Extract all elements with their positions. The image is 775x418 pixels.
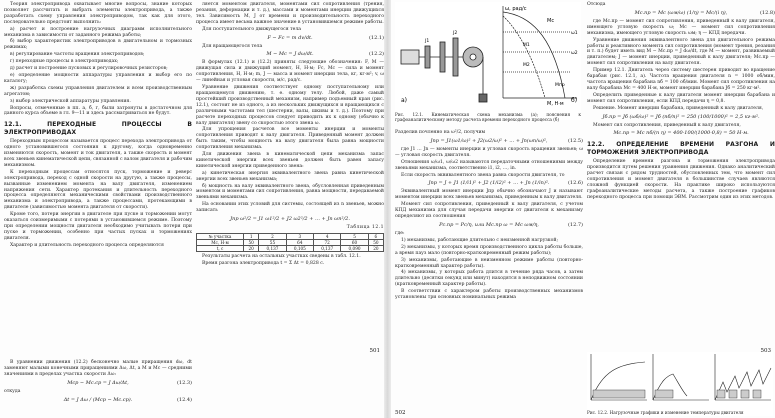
- load-bar: [717, 390, 725, 398]
- table-row: [197, 246, 384, 252]
- paragraph: Определить приведенные к валу двигателя момент инерции барабана и момент сил сопротивления, если КПД передачи η = 0,8.: [587, 92, 775, 104]
- equation-12-1: F − Fc = m dv/dt. (12.1): [267, 34, 384, 41]
- table-cell: 6: [368, 234, 383, 240]
- equation: Jб.пр = Jб (ωб/ω)² = Jб (nб/n)² = 250 (100/1000)² = 2,5 кг·м².: [602, 113, 760, 120]
- paragraph: з) выбор электрической аппаратуры управления.: [10, 98, 131, 104]
- table-cell: 0,137: [259, 246, 286, 252]
- left-page: [0, 0, 384, 418]
- paragraph: Для вращающегося тела: [202, 43, 263, 49]
- moment-label: M1: [523, 43, 530, 48]
- load-shape: [479, 94, 487, 102]
- paragraphs: [196, 60, 384, 214]
- left-column-2: [196, 2, 384, 268]
- y-axis-label: ω, рад/с: [505, 6, 527, 12]
- inertia-label: J1: [425, 39, 430, 44]
- paragraph: где Mс.пр — момент сил сопротивления, приведенный к валу двигателя, имеющего угловую скорость ω; Mс — момент сил сопротивления механизма, имеющего угловую скорость ωм; η — КПД передачи.: [587, 18, 775, 36]
- paragraph: г) переходные процессы в электроприводах;: [10, 59, 119, 65]
- paragraph: Уравнение движения эквивалентного звена для двигательного режима работы и реактивного момента сил сопротивления (момент трения, резания и т. п.) будет иметь вид M − Mс.пр = J dω/dt, где M — момент, развиваемый двигателем; J — момент инерции, приведенный к валу двигателя; Mс.пр — момент сил сопротивления на валу двигателя.: [587, 37, 775, 67]
- equation: Mср − Mс.ср = J Δω/Δt, (12.3): [67, 379, 192, 386]
- paragraph: Переходным процессом называется процесс перехода электропривода от одного установившегося состояния к другому, когда одновременно изменяются скорость, момент и ток двигателя, а также скорость и момент всех звеньев кинематической цепи, связанной с валом двигателя и рабочим механизмом.: [4, 139, 192, 168]
- table-cell: 50: [368, 240, 383, 246]
- book-gutter: [384, 0, 391, 418]
- equation-12-7: Pс.пр = Pс/η, или Mс.пр ω = Mс ωм/η, (12.7): [439, 221, 583, 228]
- paragraph: Для движения звена в кинематической цепи механизма запас кинетической энергии всех звеньев должен быть равен запасу кинетической энергии приведенного звена:: [196, 152, 384, 169]
- left-bottom-block: [4, 360, 192, 406]
- table-cell: 20: [244, 246, 259, 252]
- paragraph: В уравнении движения (12.2) бесконечно малые приращения dω, dt заменяют малыми конечными приращениями Δω, Δt, а M и Mс — средними значениями в пределах участка скорости Δω:: [4, 360, 192, 377]
- equation-12-5: Jпр = J1(ω1/ω)² + J2(ω2/ω)² + … + Jn(ωn/ω)², (12.5): [430, 137, 583, 144]
- equation-12-6: Jпр = J + J1 (1/i1)² + J2 (1/i2)² + … + Jn (1/in)². (12.6): [428, 180, 583, 187]
- table-cell: t, с: [197, 246, 244, 252]
- example-paragraph: Пример 12.1. Двигатель через систему шестерен приводит во вращение барабан (рис. 12.1, а). Частота вращения двигателя n = 1000 об/мин, частота вращения барабана nб = 100 об/мин. Момент сил сопротивления на валу барабана Mс = 400 Н·м, момент инерции барабана Jб = 250 кг·м².: [587, 68, 775, 91]
- load-bar: [741, 390, 749, 398]
- paragraphs: [196, 2, 384, 33]
- table-cell: 60: [341, 240, 368, 246]
- paragraph: б) выбор характеристик электроприводов в двигательном и тормозных режимах;: [4, 39, 192, 51]
- paragraph: К переходным процессам относятся пуск, торможение и реверс электропривода, переход с одной скорости на другую, а также процессы, вызванные изменением момента на валу двигателя, изменением напряжения сети. Характер протекания и длительность переходного процесса определяются механическими свойствами производственного механизма и электропривода, а также процессами, протекающими в двигателе (зависимостью момента двигателя от скорости).: [4, 169, 192, 211]
- page-number: 502: [395, 410, 406, 416]
- gear-shape: [440, 42, 445, 72]
- table-cell: 20: [368, 246, 383, 252]
- paragraph: Момент сил сопротивления, приведенный к валу двигателя,: [593, 122, 741, 128]
- right-column-1: [395, 130, 583, 302]
- paragraph: ж) разработка схемы управления двигателем и всем производственным агрегатом;: [4, 85, 192, 97]
- paragraph: а) расчет и построение нагрузочных диаграмм исполнительного механизма в зависимости от заданного режима работы;: [4, 26, 192, 38]
- paragraph: б) мощность на валу эквивалентного звена, обусловленная приведенным моментом и моментами сил сопротивления, равна мощности, передаваемой звеньями механизма.: [196, 183, 384, 201]
- body-paragraphs: [4, 139, 192, 248]
- kinematic-diagram: [395, 2, 581, 106]
- paragraph: Результаты расчета на остальных участках сведены в табл. 12.1.: [202, 254, 361, 259]
- table-cell: 4: [314, 234, 341, 240]
- table-cell: Mс, Н·м: [197, 240, 244, 246]
- paragraph: Для поступательного движущегося тела: [202, 26, 302, 32]
- equation: Mс.пр = Mс nб/(n η) = 400·100/(1000·0,8) = 50 Н·м.: [613, 130, 749, 137]
- figure-12-2: [587, 352, 773, 416]
- table-cell: 0,137: [314, 246, 341, 252]
- figure-12-1: [395, 2, 581, 123]
- paragraph: Определение времени разгона и торможения электропривода производится путем решения уравнения движения. Однако аналитический расчет связан с рядом трудностей, обусловленных тем, что момент сил сопротивления и момент двигателя в большинстве случаев являются сложной функцией скорости. На практике широко используются графоаналитические методы расчета, а также построение графиков переходного процесса при помощи ЭВМ. Рассмотрим один из этих методов.: [587, 159, 775, 200]
- paragraph: 2) механизмы, у которых время производственного цикла работы больше, а время пауз мало (повторно-кратковременный режим работы);: [395, 244, 583, 256]
- gear-shape: [453, 38, 458, 76]
- paragraph: откуда: [4, 388, 21, 394]
- label-a: а): [401, 97, 408, 104]
- paragraph: На основании этих условий для системы, состоящей из n звеньев, можно записать: [196, 202, 384, 214]
- paragraph: Эквивалентный момент инерции Jпр обычно обозначают J и называют моментом инерции всех звеньев механизма, приведенным к валу двигателя.: [395, 189, 583, 201]
- section-heading-12-1: 12.1. ПЕРЕХОДНЫЕ ПРОЦЕССЫ В ЭЛЕКТРОПРИВОДАХ: [4, 121, 192, 136]
- section-heading-12-2: 12.2. ОПРЕДЕЛЕНИЕ ВРЕМЕНИ РАЗГОНА И ТОРМОЖЕНИЯ ЭЛЕКТРОПРИВОДА: [587, 141, 775, 156]
- load-bar: [593, 390, 645, 398]
- step-label: ω2: [571, 51, 578, 56]
- table-cell: 3: [286, 234, 313, 240]
- table-cell: 72: [314, 240, 341, 246]
- paragraph: где:: [395, 230, 405, 236]
- motor-shape: [401, 50, 419, 64]
- table-cell: 5: [341, 234, 368, 240]
- load-bar: [729, 390, 737, 398]
- figure-12-1-caption: Рис. 12.1. Кинематическая схема механизма (а); пояснения к графоаналитическому методу расчета времени переходного процесса (б): [395, 112, 581, 123]
- inertia-label: J2: [453, 31, 458, 36]
- list: [395, 238, 583, 270]
- table-cell: 55: [259, 240, 286, 246]
- gear-shape: [425, 46, 430, 68]
- paragraph: в) регулирование частоты вращения электроприводов;: [10, 52, 145, 58]
- intro-paragraphs: [4, 2, 192, 117]
- drum-axle-shape: [470, 54, 476, 60]
- paragraph: ляется моментом двигателя, моментами сил сопротивления (трения, резания, деформации и т. д.), массами и моментами инерции движущихся тел. Зависимость M, J от времени и производительность переходного процесса имеет весьма важное значение в установившемся режиме работы.: [196, 2, 384, 25]
- paragraph: 4) механизмы, у которых работа длится в течение ряда часов, а затем длительно (десятки секунд или минут) находятся в неподвижном состоянии (кратковременный характер работы).: [395, 270, 583, 288]
- moment-label: M2: [523, 63, 530, 68]
- moment-label: Mпр: [555, 83, 565, 88]
- equation-energy: Jпр ω²/2 = J1 ω1²/2 + J2 ω2²/2 + … + Jn ωn²/2.: [230, 216, 350, 223]
- right-page: [391, 0, 775, 418]
- right-column-2: [587, 2, 775, 202]
- paragraph: Решение. Момент инерции барабана, приведенный к валу двигателя,: [593, 105, 764, 111]
- paragraph: Характер и длительность переходного процесса определяются: [10, 242, 164, 248]
- paragraph: Вопросы, отмеченные в пп. а, б, г, были затронуты в достаточном для данного курса объеме в гл. 9—11 и здесь рассматриваться не будут.: [4, 105, 192, 117]
- paragraph: Отсюда: [587, 2, 606, 7]
- left-column-1: [4, 2, 192, 250]
- table-cell: 1: [244, 234, 259, 240]
- equation: Δt = J Δω / (Mср − Mс.ср). (12.4): [63, 396, 192, 403]
- label-b: б): [571, 97, 578, 104]
- table-caption: Таблица 12.1: [346, 225, 384, 231]
- paragraph: д) расчет и построение пусковых и регулировочных резисторов;: [10, 66, 168, 72]
- equation-12-2: M − Mc = J dω/dt. (12.2): [266, 51, 384, 58]
- table-cell: 50: [244, 240, 259, 246]
- page-number: 501: [369, 348, 380, 354]
- paragraph: 1) механизмы, работающие длительно с неизменной нагрузкой;: [401, 237, 559, 243]
- paragraph: Момент сил сопротивления, приведенный к валу двигателя, с учетом КПД механизма для случая передачи энергии от двигателя к механизму определяют из соотношения: [395, 202, 583, 220]
- table-cell: 0,090: [341, 246, 368, 252]
- data-table: [196, 233, 384, 252]
- paragraph: Если скорость эквивалентного звена равна скорости двигателя, то: [401, 172, 565, 178]
- figure-12-2-caption: Рис. 12.2. Нагрузочные графики и изменение температуры двигателя: [587, 410, 744, 415]
- paragraph: а) кинетическая энергия эквивалентного звена равна кинетической энергии всех звеньев механизма;: [196, 170, 384, 182]
- paragraph: Уравнение движения соответствует одному поступательному или вращающемуся движению, т. е. одному телу. Любой, даже самый простейший производственный механизм, например подъемный кран (рис. 12.1), состоит не из одного, а из нескольких движущихся и вращающихся с различными частотами тел (шестерни, валы, шкивы и т. д.). Поэтому при расчете переходных процессов следует приводить их к одному (обычно к валу двигателя) звену со скоростью этого звена ω.: [196, 85, 384, 126]
- paragraph: В формулах (12.1) и (12.2) приняты следующие обозначения: F, M — движущая сила и движущий момент, Н, Н·м; Fc, Mc — сила и момент сопротивления, Н, Н·м; m, J — масса и момент инерции тела, кг, кг·м²; v, ω — линейная и угловая скорости, м/с, рад/с.: [196, 60, 384, 84]
- paragraph: где J1 … Jn — моменты инерции и угловая скорость вращения звеньев; ω — угловая скорость двигателя.: [395, 146, 583, 158]
- paragraph: Для упрощения расчетов все моменты инерции и моменты сопротивления приводят к валу двигателя. Приведенный момент должен быть таким, чтобы мощность на валу двигателя была равна мощности сопротивления механизма.: [196, 127, 384, 151]
- paragraph: Теория электропривода охватывает многие вопросы, знание которых позволяет рассчитать и выбрать элементы электропривода, а также разработать схему управления электроприводом, так как для этого, последовательно предстоит выполнить:: [4, 2, 192, 25]
- load-graph: [587, 352, 773, 404]
- equation-12-8: Mс.пр = Mс (ωм/ω) (1/η) = Mс/(i η), (12.8): [634, 9, 775, 16]
- step-label: ω1: [571, 31, 578, 36]
- paragraph: В соответствии с характером работы производственных механизмов установлены три основных номинальных режима: [395, 289, 583, 301]
- load-bar: [753, 390, 761, 398]
- table-cell: 64: [286, 240, 313, 246]
- table-cell: № участка: [197, 234, 244, 240]
- table-cell: 0,105: [286, 246, 313, 252]
- page-number: 503: [760, 348, 771, 354]
- load-curve: [503, 16, 545, 98]
- paragraph: Кроме того, потери энергии в двигателе при пуске и торможении могут оказаться соизмеримыми с потерями в установившемся режиме. Поэтому при определении мощности двигателя необходимо учитывать потери при пуске и торможении, особенно при частых пусках и торможениях двигателя.: [4, 212, 192, 241]
- load-bar: [655, 390, 673, 398]
- paragraph: е) определение мощности аппаратуры управления и выбор его по каталогу;: [4, 72, 192, 84]
- table-cell: 2: [259, 234, 286, 240]
- paragraph: Время разгона электропривода t = Σ Δt = 0,828 с.: [202, 260, 325, 266]
- paragraph: Разделив почленно на ω²/2, получим: [395, 130, 486, 135]
- paragraph: 3) механизмы, работающие в неизменном режиме работы (повторно-кратковременный характер работы).: [395, 257, 583, 269]
- x-axis-label: M, Н·м: [547, 101, 564, 106]
- paragraph: Отношения ω/ω1, ω/ω2 называются передаточными отношениями между звеньями механизма, соответственно i1, i2, …, in.: [395, 159, 583, 171]
- curve-label: Mс: [547, 18, 555, 24]
